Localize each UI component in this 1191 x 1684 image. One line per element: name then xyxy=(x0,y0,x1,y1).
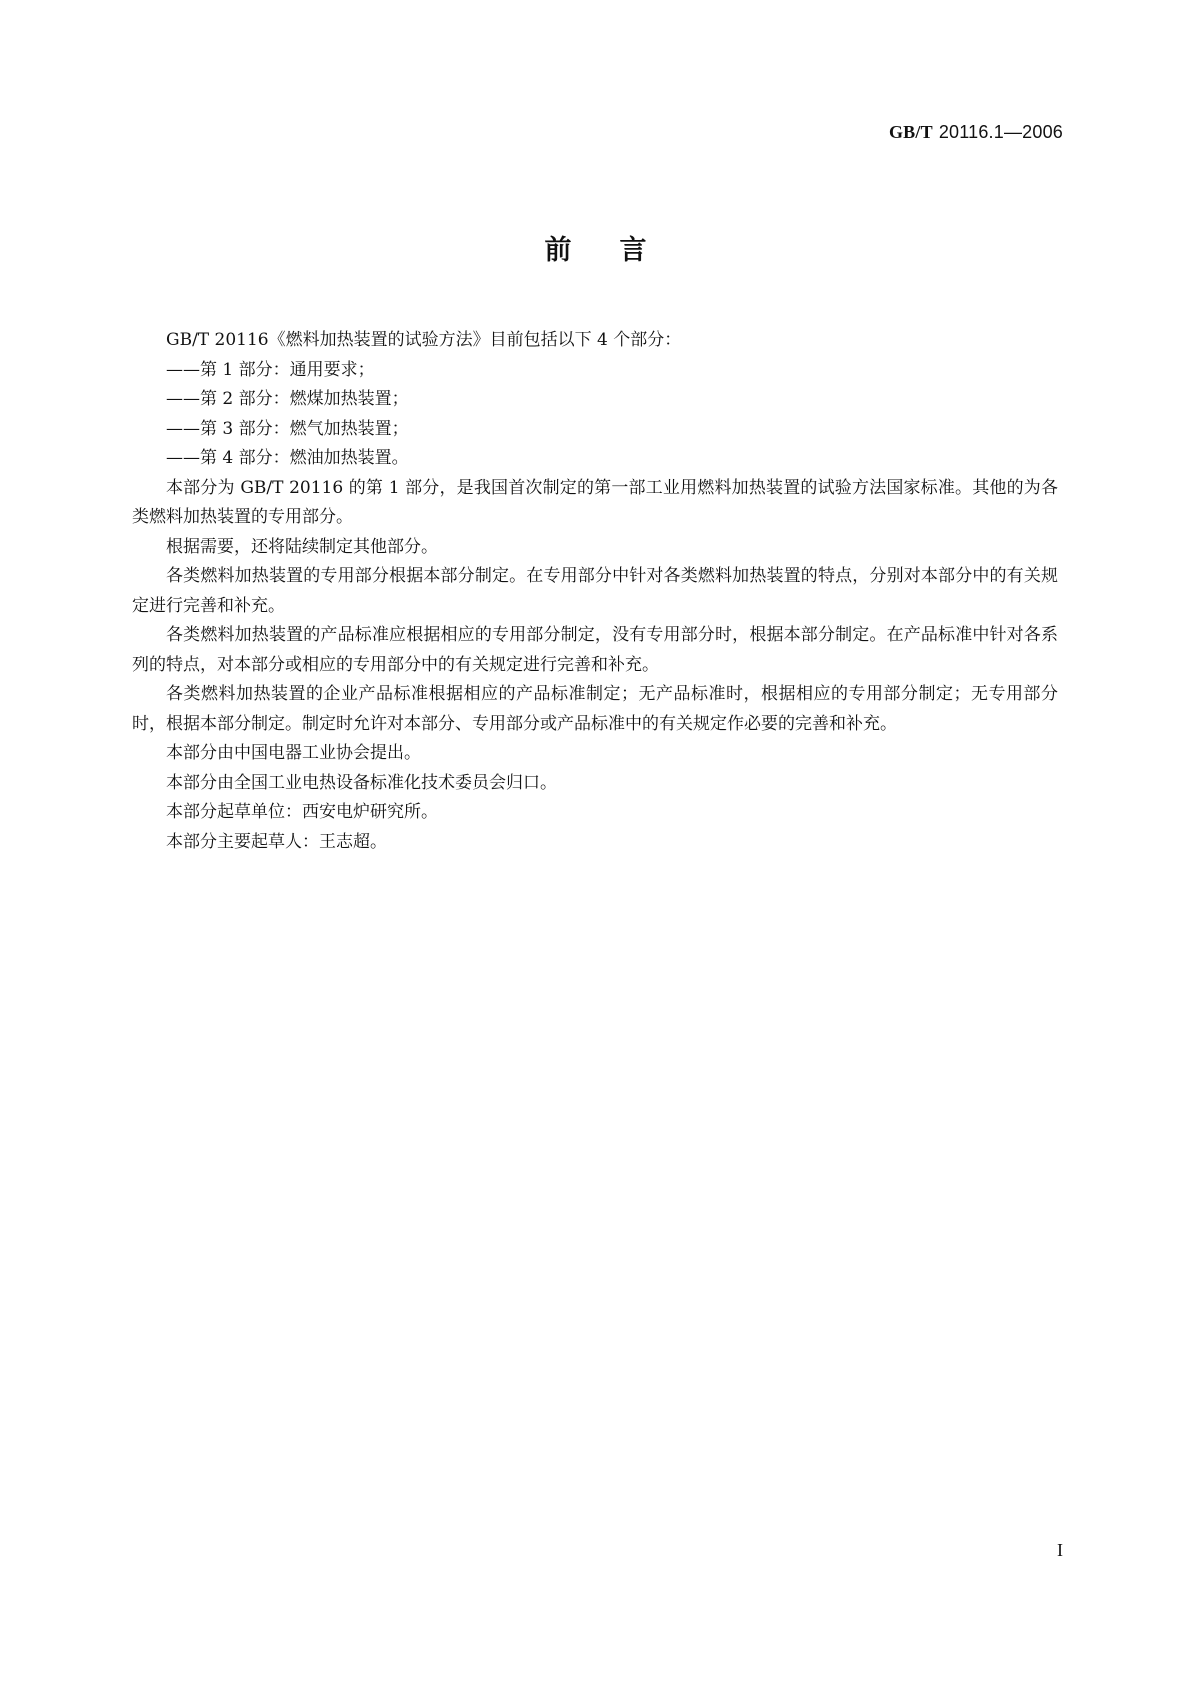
paragraph-committee: 本部分由全国工业电热设备标准化技术委员会归口。 xyxy=(166,772,557,793)
standard-code-number: 20116.1—2006 xyxy=(938,122,1063,142)
paragraph: 根据需要，还将陆续制定其他部分。 xyxy=(166,536,438,557)
list-item-part-1: ——第 1 部分：通用要求； xyxy=(166,359,375,380)
page-title: 前言 xyxy=(544,235,695,266)
paragraph: 各类燃料加热装置的产品标准应根据相应的专用部分制定，没有专用部分时，根据本部分制定。在产品标准中针对各系列的特点，对本部分或相应的专用部分中的有关规定进行完善和补充。 xyxy=(132,625,1058,675)
page-number: I xyxy=(1057,1540,1063,1560)
foreword-body xyxy=(132,326,1058,857)
paragraph: 各类燃料加热装置的专用部分根据本部分制定。在专用部分中针对各类燃料加热装置的特点，分别对本部分中的有关规定进行完善和补充。 xyxy=(132,566,1058,616)
list-item-part-4: ——第 4 部分：燃油加热装置。 xyxy=(166,448,409,468)
paragraph: 本部分为 GB/T 20116 的第 1 部分，是我国首次制定的第一部工业用燃料加热装置的试验方法国家标准。其他的为各类燃料加热装置的专用部分。 xyxy=(132,477,1058,527)
paragraph-drafting-unit: 本部分起草单位：西安电炉研究所。 xyxy=(166,802,438,822)
standard-code-prefix: GB/T xyxy=(888,122,933,142)
list-item-part-3: ——第 3 部分：燃气加热装置； xyxy=(166,418,409,439)
paragraph: GB/T 20116《燃料加热装置的试验方法》目前包括以下 4 个部分： xyxy=(166,330,682,350)
list-item-part-2: ——第 2 部分：燃煤加热装置； xyxy=(166,389,409,409)
paragraph: 各类燃料加热装置的企业产品标准根据相应的产品标准制定；无产品标准时，根据相应的专用部分制定；无专用部分时，根据本部分制定。制定时允许对本部分、专用部分或产品标准中的有关规定作必要的完善和补充。 xyxy=(132,684,1058,734)
paragraph-drafter: 本部分主要起草人：王志超。 xyxy=(166,831,387,852)
paragraph-proposer: 本部分由中国电器工业协会提出。 xyxy=(166,743,421,763)
standard-code xyxy=(889,122,1063,143)
